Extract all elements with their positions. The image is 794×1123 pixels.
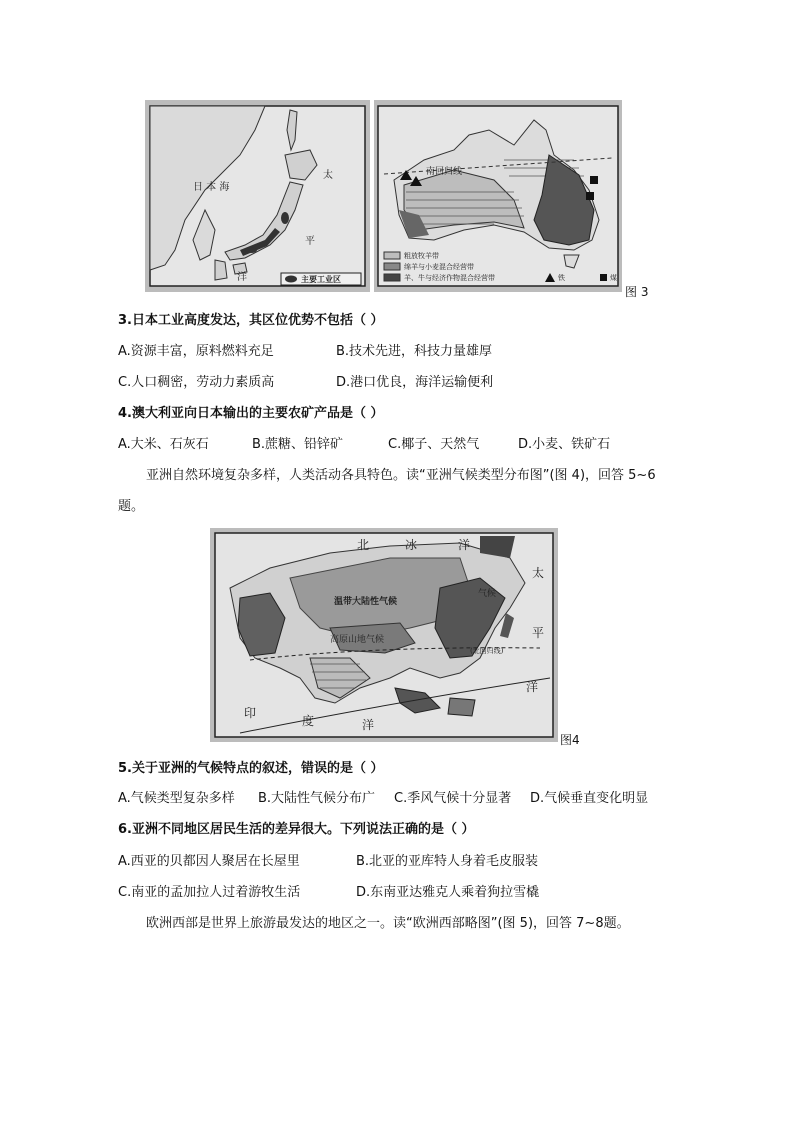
plateau-climate-label: 高原山地气候	[330, 635, 385, 645]
intro-7-8-line-1: 欧洲西部是世界上旅游最发达的地区之一。读“欧洲西部略图”(图 5)，回答 7~8题。	[146, 916, 630, 931]
question-4-stem: 4.澳大利亚向日本输出的主要农矿产品是（ ）	[118, 406, 384, 421]
intro-5-6-line-1: 亚洲自然环境复杂多样，人类活动各具特色。读“亚洲气候类型分布图”(图 4)，回答 5~6	[146, 468, 656, 483]
q6-option-a: A.西亚的贝都因人聚居在长屋里	[118, 854, 300, 869]
q6-option-d: D.东南亚达雅克人乘着狗拉雪橇	[356, 885, 540, 900]
pacific-label-1: 太	[323, 170, 333, 181]
indian-label-yin: 印	[244, 706, 257, 720]
arctic-label-ocean: 洋	[458, 538, 471, 552]
question-3-stem: 3.日本工业高度发达，其区位优势不包括（ ）	[118, 313, 384, 328]
q3-option-c: C.人口稠密，劳动力素质高	[118, 375, 275, 390]
figure-3-caption: 图 3	[625, 285, 649, 299]
q5-option-a: A.气候类型复杂多样	[118, 791, 235, 806]
pacific-label-yang: 洋	[526, 680, 539, 694]
legend-mixed-cash-crop: 羊、牛与经济作物混合经营带	[404, 274, 495, 282]
legend-coal: 煤	[610, 274, 617, 282]
pacific-label-3: 洋	[237, 272, 247, 283]
legend-grazing: 粗放牧羊带	[404, 252, 439, 260]
figure-3-japan-map	[145, 100, 370, 292]
q5-option-b: B.大陆性气候分布广	[258, 791, 376, 806]
industrial-zone-legend: 主要工业区	[301, 275, 341, 284]
tropic-of-cancer-label: (北回归线)	[470, 647, 504, 655]
arctic-label-north: 北	[357, 538, 370, 552]
japan-map-graphic	[145, 100, 370, 292]
arctic-label-ice: 冰	[405, 538, 418, 552]
q3-option-a: A.资源丰富，原料燃料充足	[118, 344, 274, 359]
indian-label-du: 度	[302, 714, 315, 728]
tropic-of-capricorn-label: 南回归线	[426, 167, 463, 177]
question-5-stem: 5.关于亚洲的气候特点的叙述，错误的是（ ）	[118, 761, 384, 776]
pacific-label-ping: 平	[532, 626, 545, 640]
monsoon-climate-label: 气候	[478, 589, 497, 599]
intro-5-6-line-2: 题。	[118, 499, 145, 514]
q5-option-d: D.气候垂直变化明显	[530, 791, 649, 806]
q4-option-a: A.大米、石灰石	[118, 437, 209, 452]
pacific-label-tai: 太	[532, 566, 545, 580]
q4-option-d: D.小麦、铁矿石	[518, 437, 611, 452]
figure-3-australia-map	[374, 100, 622, 292]
legend-sheep-wheat: 绵羊与小麦混合经营带	[404, 263, 474, 271]
figure-4-caption: 图4	[560, 733, 580, 747]
legend-iron: 铁	[558, 274, 565, 282]
temperate-continental-label: 温带大陆性气候	[334, 597, 398, 607]
q3-option-b: B.技术先进，科技力量雄厚	[336, 344, 493, 359]
indian-label-yang: 洋	[362, 718, 375, 732]
q6-option-c: C.南亚的孟加拉人过着游牧生活	[118, 885, 301, 900]
q4-option-c: C.椰子、天然气	[388, 437, 480, 452]
q6-option-b: B.北亚的亚库特人身着毛皮服装	[356, 854, 539, 869]
figure-4-asia-climate-map	[210, 528, 558, 742]
q5-option-c: C.季风气候十分显著	[394, 791, 512, 806]
q4-option-b: B.蔗糖、铅锌矿	[252, 437, 344, 452]
q3-option-d: D.港口优良，海洋运输便利	[336, 375, 494, 390]
question-6-stem: 6.亚洲不同地区居民生活的差异很大。下列说法正确的是（ ）	[118, 822, 475, 837]
japan-sea-label: 日 本 海	[193, 182, 230, 193]
pacific-label-2: 平	[305, 236, 315, 247]
